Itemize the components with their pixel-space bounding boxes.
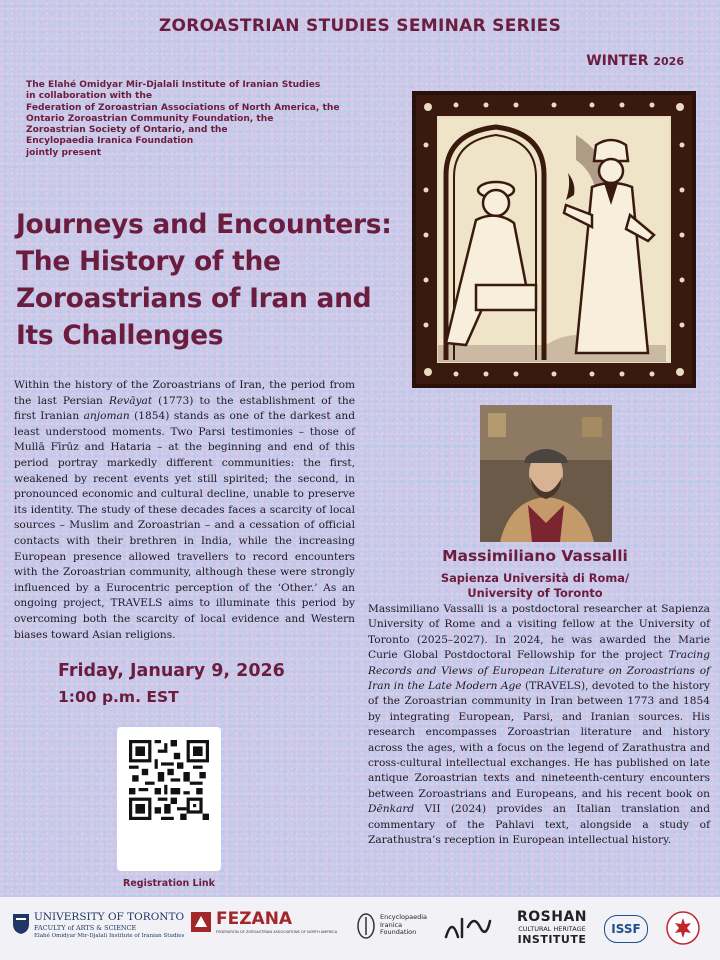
fezana-full-name: FEDERATION OF ZOROASTRIAN ASSOCIATIONS OF NORTH AMERICA xyxy=(216,930,338,934)
speaker-affiliation-line: Sapienza Università di Roma/ xyxy=(440,571,630,585)
roshan-name: ROSHAN xyxy=(516,909,588,925)
speaker-affiliation xyxy=(360,571,710,601)
abstract-text: (1854) stands as one of the darkest and least understood moments. Two Parsi testimonies – those of Mullā Fīrūz and Hataria – at the beginning and end of this period portray markedly different communities: the first, weakened by recent events yet still spirited; the second, in pronounced economic and cultural decline, unable to preserve its identity. The study of these decades faces a scarcity of local sources – Muslim and Zoroastrian – and a cessation of official contacts with their brethren in India, while the increasing European presence allowed travellers to record encounters with the Zoroastrian community, although these were strongly influenced by a Eurocentric perception of the ‘Other.’ As an ongoing project, TRAVELS aims to illuminate this period by overcoming both the scarcity of local evidence and Western biases toward Asian religions. xyxy=(14,410,355,641)
seminar-series-title: ZOROASTRIAN STUDIES SEMINAR SERIES xyxy=(158,16,562,36)
speaker-photo xyxy=(480,405,612,542)
fezana-emblem-icon xyxy=(190,911,212,933)
speaker-affiliation-line: University of Toronto xyxy=(467,586,603,600)
bio-text: VII (2024) provides an Italian translation and commentary of the Pahlavi text, alongside a study of Zarathustra’s reception in European intellectual history. xyxy=(368,803,710,847)
abstract-term: Revāyat xyxy=(108,394,153,407)
bio-text: (TRAVELS), devoted to the history of the Zoroastrian community in Iran between 1773 and 1854 by integrating European, Parsi, and Iranian sources. His research encompasses Zoroastrian literature and history across the ages, with a focus on the legend of Zarathustra and cross-cultural intellectual exchanges. He has published on late antique Zoroastrian texts and nineteenth-century encounters between Zoroastrians and Europeans, and his recent book on xyxy=(368,680,710,800)
presenter-line: Zoroastrian Society of Ontario, and the xyxy=(26,125,228,136)
qr-code[interactable] xyxy=(117,727,221,871)
presenter-line: in collaboration with the xyxy=(26,91,152,102)
iranica-name-line: Encyclopaedia xyxy=(380,913,428,921)
speaker-bio xyxy=(368,602,710,849)
season: WINTER xyxy=(586,53,649,69)
presenter-line: Encylopaedia Iranica Foundation xyxy=(26,136,194,147)
uoft-name: UNIVERSITY OF TORONTO xyxy=(34,911,185,923)
bio-book-title: Dēnkard xyxy=(368,803,415,816)
issf-logo: ISSF xyxy=(604,915,648,943)
presenter-line: jointly present xyxy=(26,147,102,158)
roshan-logo xyxy=(512,909,592,946)
title-line: Zoroastrians of Iran and xyxy=(16,283,372,314)
event-details xyxy=(58,658,285,710)
event-time: 1:00 p.m. EST xyxy=(58,688,179,706)
iranica-name-line: Foundation xyxy=(380,928,417,936)
event-date: Friday, January 9, 2026 xyxy=(58,661,285,681)
abstract-text: Within the history of the Zoroastrians of Iran, the period from the last Persian xyxy=(14,379,355,407)
presenter-line: Federation of Zoroastrian Associations of North America, the xyxy=(26,102,340,113)
title-line: The History of the xyxy=(16,246,281,277)
presenter-line: The Elahé Omidyar Mir-Djalali Institute of Iranian Studies xyxy=(26,80,321,90)
season-year: 2026 xyxy=(653,55,684,68)
zoroastrian-society-logo xyxy=(666,911,700,945)
talk-abstract xyxy=(14,378,355,643)
iranica-name-line: Iranica xyxy=(380,920,403,929)
presenters-block xyxy=(26,80,356,159)
talk-title xyxy=(16,206,416,354)
speaker-photo-image xyxy=(480,405,612,542)
season-label xyxy=(586,53,684,69)
registration-link[interactable]: Registration Link xyxy=(123,878,215,889)
bio-project-title: Tracing Records and Views of European Literature on Zoroastrians of Iran in the Late Modern Age xyxy=(368,649,710,693)
iranica-emblem-icon xyxy=(356,913,376,939)
uoft-institute: Elahé Omidyar Mir-Djalali Institute of Iranian Studies xyxy=(34,933,185,939)
title-line: Journeys and Encounters: xyxy=(16,209,392,240)
illustration xyxy=(416,95,692,384)
persian-calligraphy-logo xyxy=(442,913,494,943)
roshan-subtitle: CULTURAL HERITAGE xyxy=(518,925,586,933)
title-line: Its Challenges xyxy=(16,320,224,351)
speaker-name: Massimiliano Vassalli xyxy=(442,547,628,565)
bio-text: Massimiliano Vassalli is a postdoctoral researcher at Sapienza University of Rome and a visiting fellow at the University of Toronto (2025–2027). In 2024, he was awarded the Marie Curie Global Postdoctoral Fellowship for the project xyxy=(368,603,710,662)
abstract-term: anjoman xyxy=(83,410,130,423)
qr-code-image[interactable] xyxy=(129,740,209,820)
abstract-text: (1773) to the establishment of the first Iranian xyxy=(14,394,355,423)
illustration-frame xyxy=(412,91,696,388)
uoft-faculty: FACULTY of ARTS & SCIENCE xyxy=(34,924,137,932)
sponsor-footer xyxy=(0,897,720,960)
presenter-line: Ontario Zoroastrian Community Foundation, the xyxy=(26,113,274,124)
fezana-name: FEZANA xyxy=(216,909,293,929)
uoft-crest-icon xyxy=(12,913,30,935)
roshan-institute: INSTITUTE xyxy=(517,933,587,946)
